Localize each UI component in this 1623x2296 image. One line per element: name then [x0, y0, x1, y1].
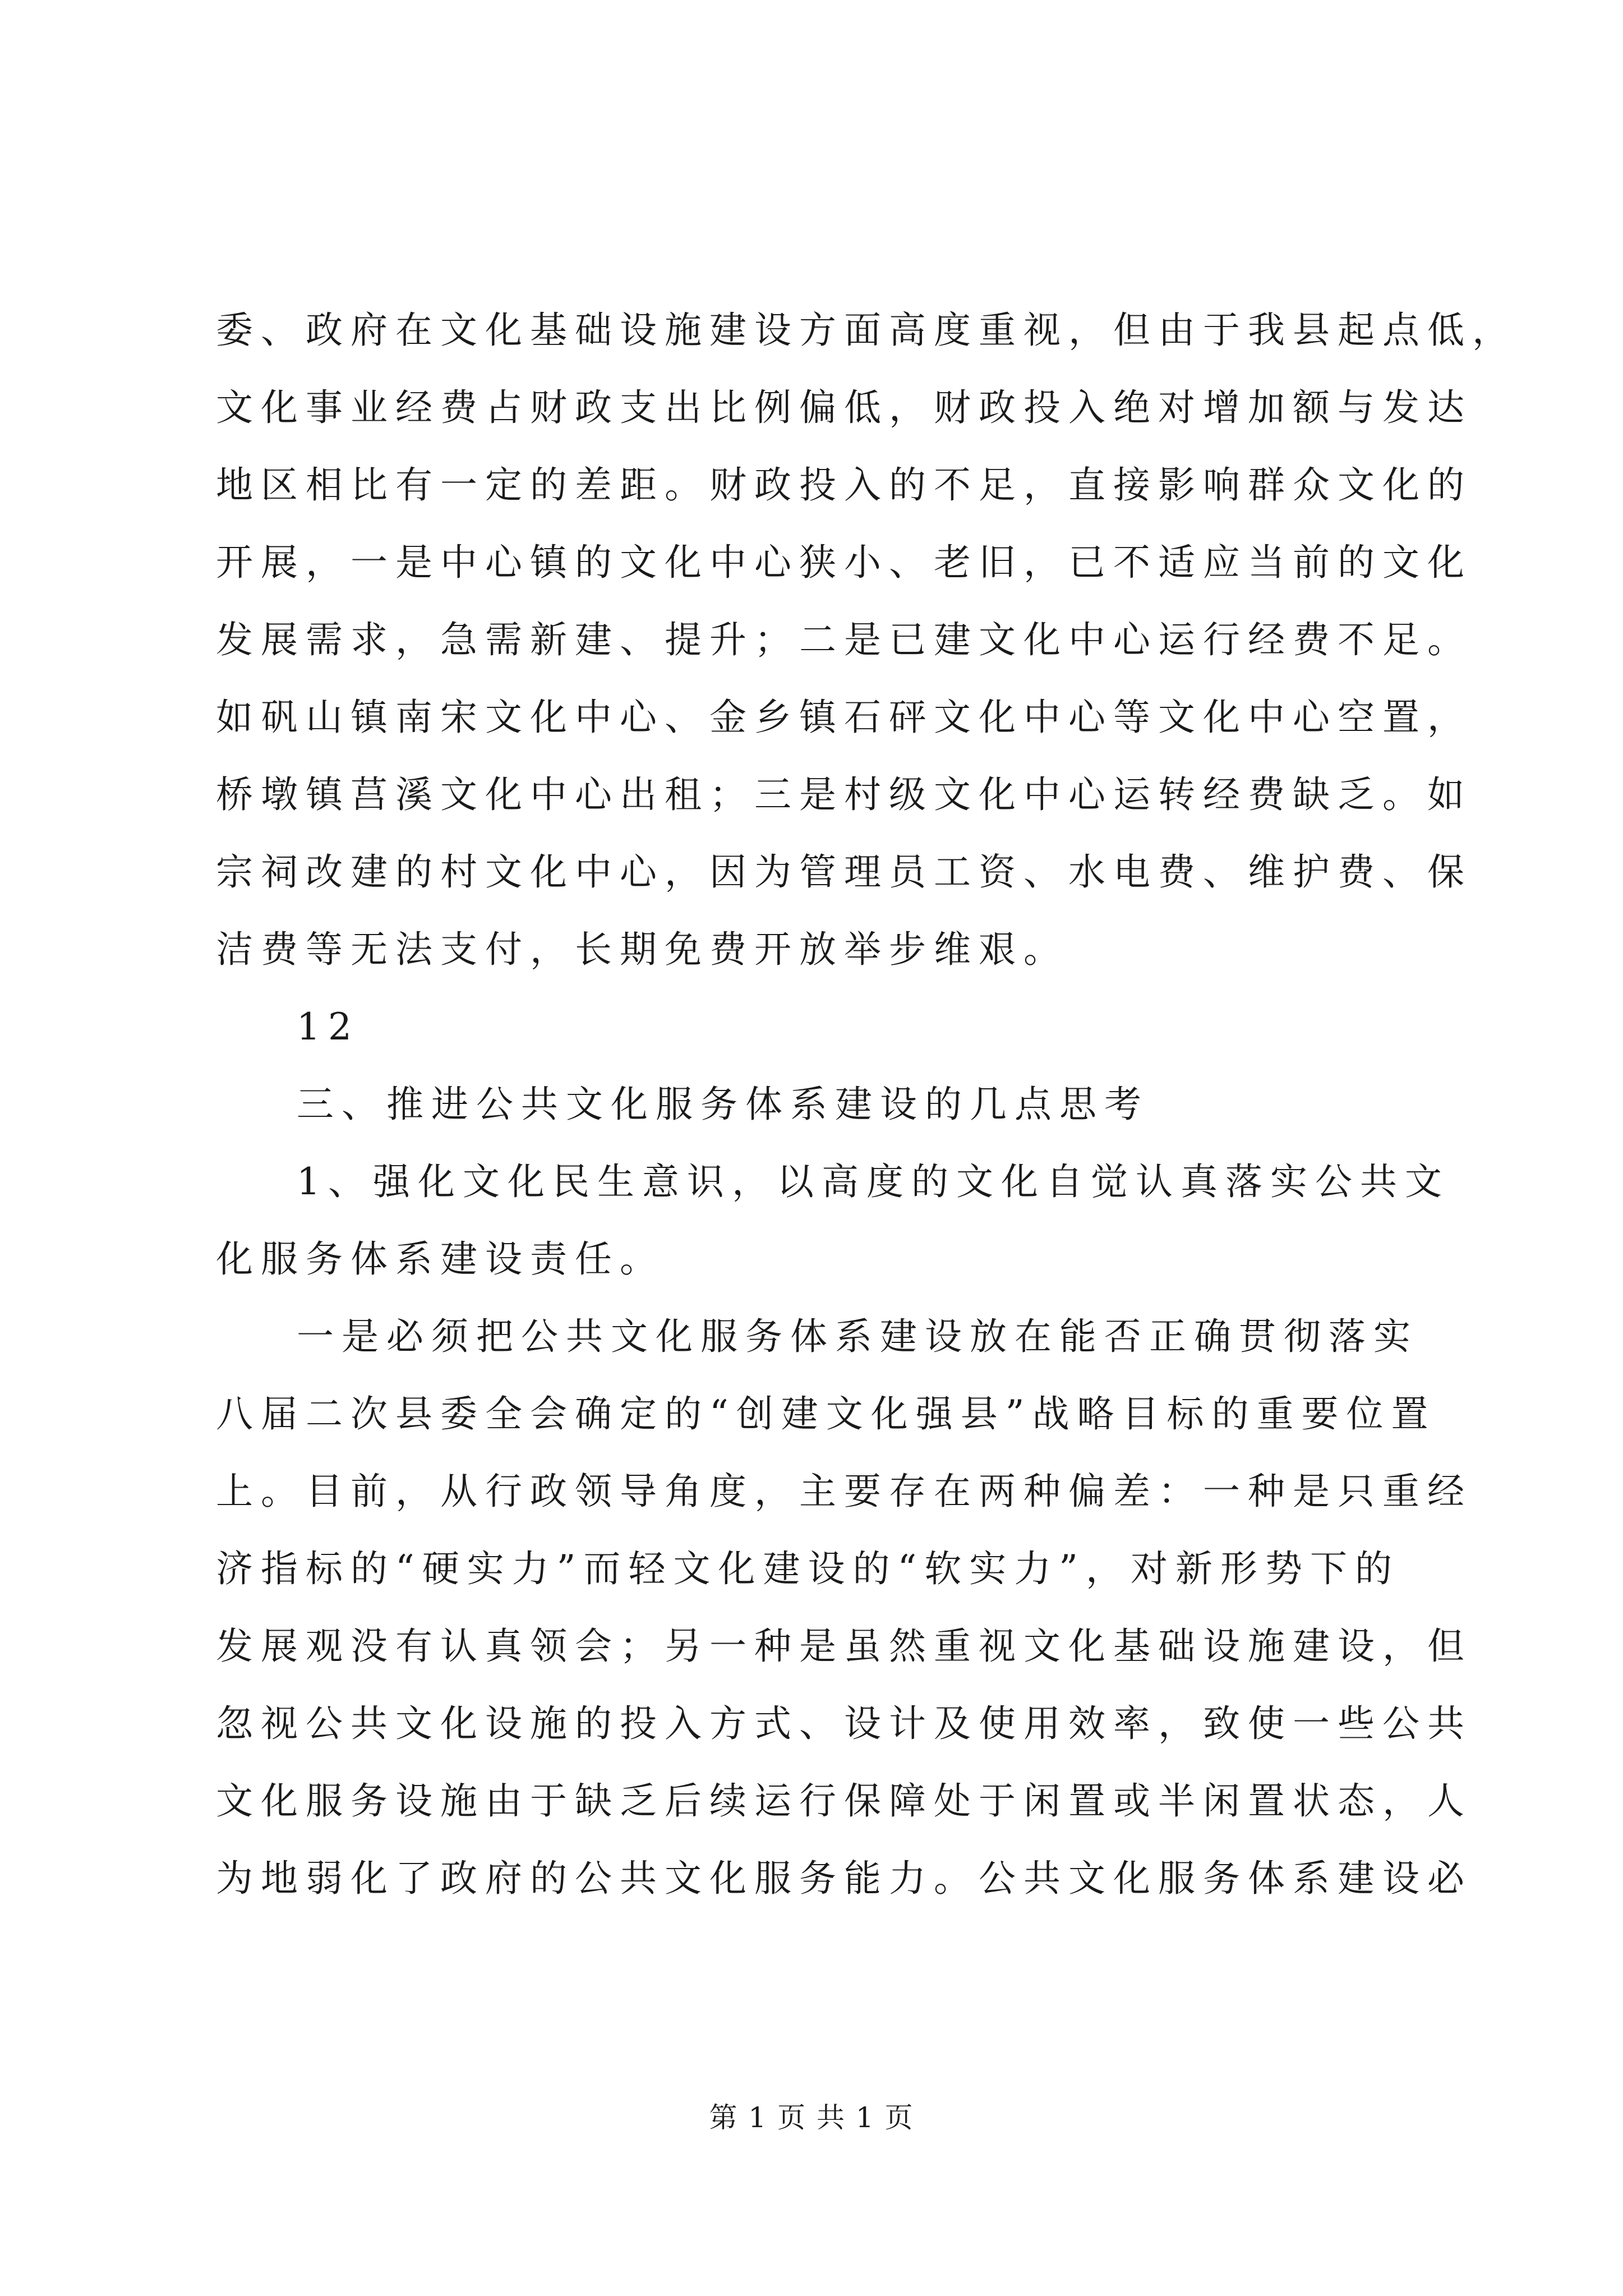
- page-footer: 第 1 页 共 1 页: [709, 2101, 914, 2134]
- text-line: 忽视公共文化设施的投入方式、设计及使用效率，致使一些公共: [216, 1702, 1472, 1745]
- text-line: 地区相比有一定的差距。财政投入的不足，直接影响群众文化的: [216, 463, 1472, 507]
- document-body: [216, 292, 1517, 1917]
- text-line: 上。目前，从行政领导角度，主要存在两种偏差：一种是只重经: [216, 1470, 1472, 1513]
- text-line: 如矾山镇南宋文化中心、金乡镇石砰文化中心等文化中心空置，: [216, 696, 1472, 739]
- text-line: 为地弱化了政府的公共文化服务能力。公共文化服务体系建设必: [216, 1857, 1472, 1900]
- text-line: 桥墩镇莒溪文化中心出租；三是村级文化中心运转经费缺乏。如: [216, 773, 1472, 816]
- text-line: 开展，一是中心镇的文化中心狭小、老旧，已不适应当前的文化: [216, 541, 1472, 584]
- subsection-heading-continued: 化服务体系建设责任。: [216, 1237, 665, 1281]
- text-line: 洁费等无法支付，长期免费开放举步维艰。: [216, 928, 1068, 971]
- text-line: 发展需求，急需新建、提升；二是已建文化中心运行经费不足。: [216, 618, 1472, 661]
- text-line: 文化事业经费占财政支出比例偏低，财政投入绝对增加额与发达: [216, 386, 1472, 429]
- text-line: 文化服务设施由于缺乏后续运行保障处于闲置或半闲置状态，人: [216, 1779, 1472, 1823]
- text-line: 发展观没有认真领会；另一种是虽然重视文化基础设施建设，但: [216, 1625, 1472, 1668]
- paragraph-start: 一是必须把公共文化服务体系建设放在能否正确贯彻落实: [297, 1315, 1418, 1358]
- section-heading: 三、推进公共文化服务体系建设的几点思考: [297, 1083, 1149, 1126]
- text-line: 宗祠改建的村文化中心，因为管理员工资、水电费、维护费、保: [216, 850, 1472, 894]
- text-line: 委、政府在文化基础设施建设方面高度重视，但由于我县起点低，: [216, 309, 1517, 352]
- text-line: 济指标的“硬实力”而轻文化建设的“软实力”，对新形势下的: [216, 1547, 1400, 1590]
- text-line: 八届二次县委全会确定的“创建文化强县”战略目标的重要位置: [216, 1392, 1436, 1435]
- page-number-text: 12: [297, 1005, 359, 1048]
- subsection-heading: 1、强化文化民生意识，以高度的文化自觉认真落实公共文: [297, 1160, 1450, 1203]
